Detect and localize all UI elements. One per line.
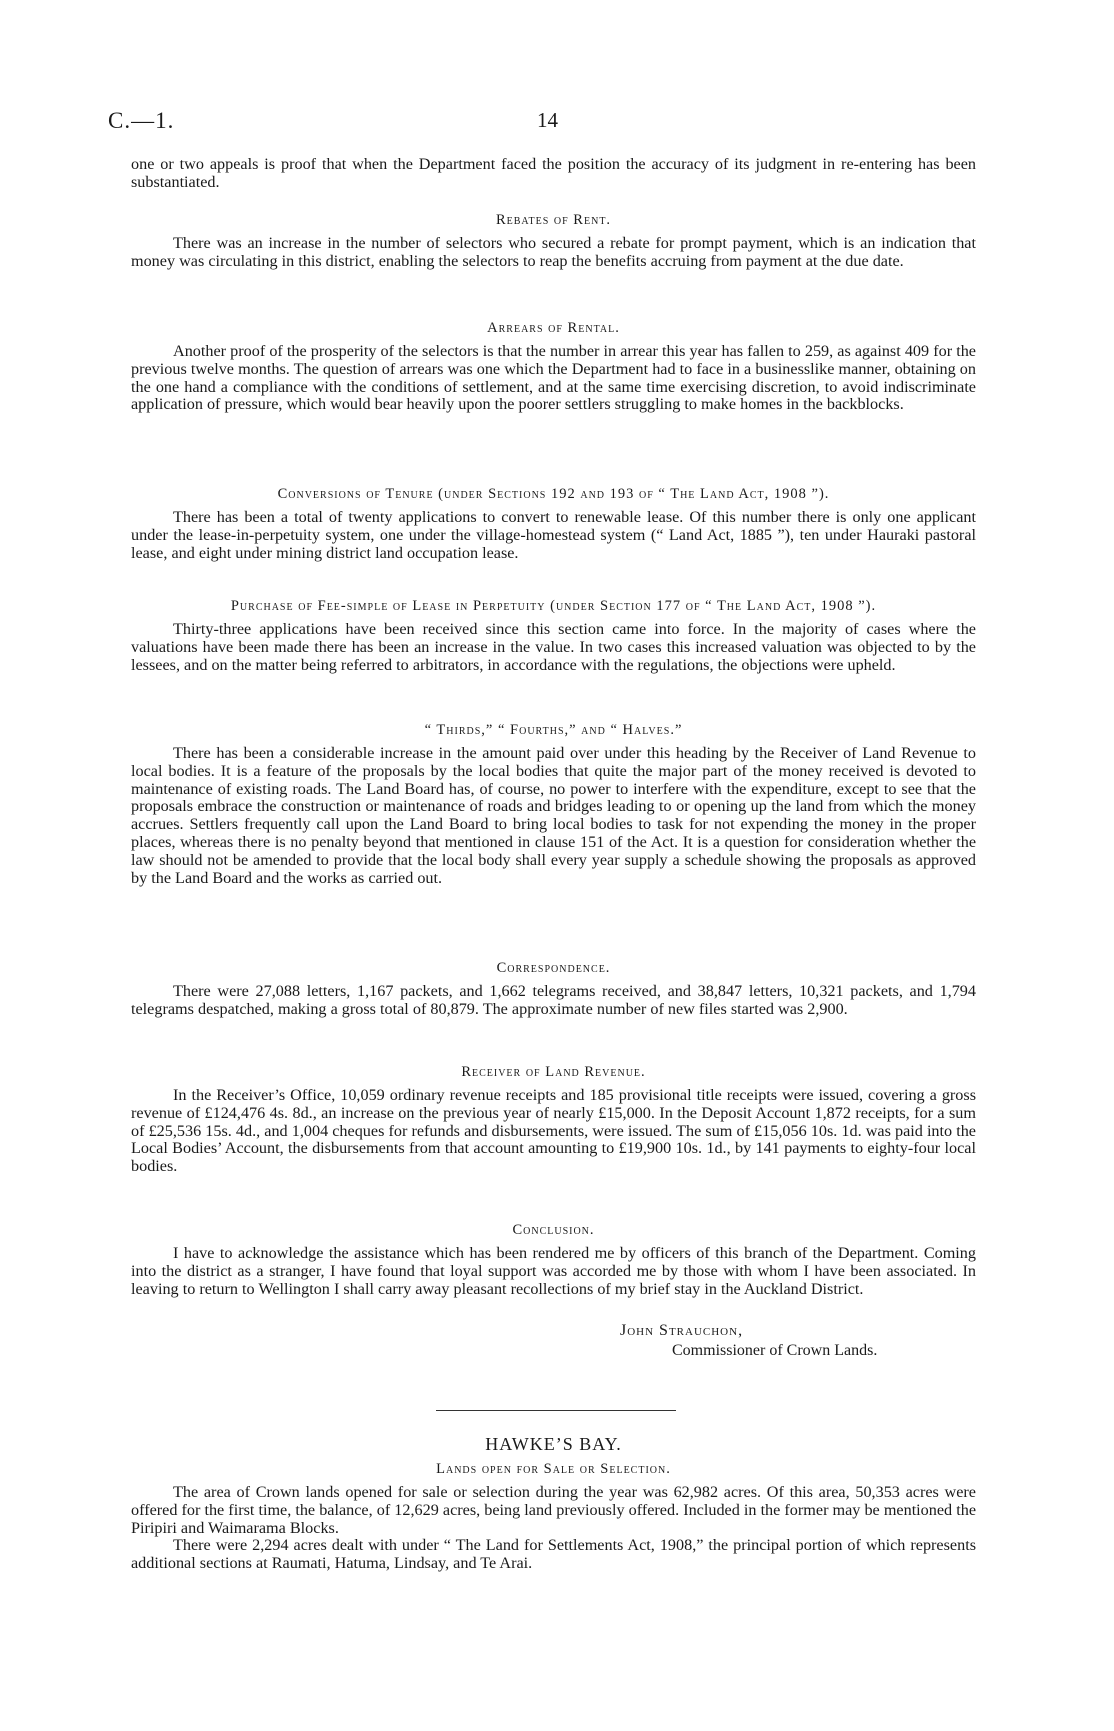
- section-thirds: [131, 722, 976, 887]
- intro-block: [131, 156, 976, 192]
- section-receiver: [131, 1064, 976, 1176]
- district-hawkes-bay: [131, 1434, 976, 1573]
- section-divider: [436, 1410, 676, 1411]
- district-paragraph: There were 2,294 acres dealt with under “ The Land for Settlements Act, 1908,” the principal portion of which represents additional sections at Raumati, Hatuma, Lindsay, and Te Arai.: [131, 1536, 976, 1573]
- section-purchase: [131, 598, 976, 674]
- section-paragraph: In the Receiver’s Office, 10,059 ordinary revenue receipts and 185 provisional title receipts were issued, covering a gross revenue of £124,476 4s. 8d., an increase on the previous year of nearly £15,000. In the Deposit Account 1,872 receipts, for a sum of £25,536 15s. 4d., and 1,004 cheques for refunds and disbursements, were issued. The sum of £15,056 10s. 1d. was paid into the Local Bodies’ Account, the disbursements from that account amounting to £19,900 10s. 1d., by 141 payments to eighty-four local bodies.: [131, 1086, 976, 1176]
- section-conversions: [131, 486, 976, 562]
- section-paragraph: There has been a total of twenty applications to convert to renewable lease. Of this number there is only one applicant under the lease-in-perpetuity system, one under the village-homestead system (“ Land Act, 1885 ”), ten under Hauraki pastoral lease, and eight under mining district land occupation lease.: [131, 508, 976, 562]
- section-paragraph: There was an increase in the number of selectors who secured a rebate for prompt payment, which is an indication that money was circulating in this district, enabling the selectors to reap the benefits accruing from payment at the due date.: [131, 234, 976, 270]
- section-paragraph: There has been a considerable increase in the amount paid over under this heading by the Receiver of Land Revenue to local bodies. It is a feature of the proposals by the local bodies that quite the major part of the money received is devoted to maintenance of existing roads. The Land Board has, of course, no power to interfere with the expenditure, except to see that the proposals embrace the construction or maintenance of roads and bridges leading to or opening up the land from which the money accrues. Settlers frequently call upon the Land Board to bring local bodies to task for not expending the money in the proper places, whereas there is no penalty beyond that mentioned in clause 151 of the Act. It is a question for consideration whether the law should not be amended to provide that the local body shall every year supply a schedule showing the proposals as approved by the Land Board and the works as carried out.: [131, 744, 976, 887]
- section-heading: Rebates of Rent.: [495, 212, 612, 228]
- section-paragraph: Another proof of the prosperity of the selectors is that the number in arrear this year has fallen to 259, as against 409 for the previous twelve months. The question of arrears was one which the Department had to face in a businesslike manner, obtaining on the one hand a compliance with the conditions of settlement, and at the same time exercising discretion, to avoid indiscriminate application of pressure, which would bear heavily upon the poorer settlers struggling to make homes in the backblocks.: [131, 342, 976, 414]
- section-heading: Conclusion.: [512, 1222, 595, 1238]
- section-heading: “ Thirds,” “ Fourths,” and “ Halves.”: [424, 722, 683, 738]
- district-title: HAWKE’S BAY.: [485, 1434, 622, 1454]
- section-paragraph: Thirty-three applications have been received since this section came into force. In the majority of cases where the valuations have been made there has been an increase in the value. In two cases this increased valuation was objected to by the lessees, and on the matter being referred to arbitrators, in accordance with the regulations, the objections were upheld.: [131, 620, 976, 674]
- section-arrears: [131, 320, 976, 414]
- district-subheading: Lands open for Sale or Selection.: [436, 1461, 671, 1477]
- district-paragraph: The area of Crown lands opened for sale or selection during the year was 62,982 acres. Of this area, 50,353 acres were offered for the first time, the balance, of 12,629 acres, being land previously offered. Included in the former may be mentioned the Piripiri and Waimarama Blocks.: [131, 1483, 976, 1537]
- page-number: 14: [537, 108, 558, 132]
- signature-name: John Strauchon,: [620, 1322, 744, 1339]
- section-paragraph: There were 27,088 letters, 1,167 packets, and 1,662 telegrams received, and 38,847 letters, 10,321 packets, and 1,794 telegrams despatched, making a gross total of 80,879. The approximate number of new files started was 2,900.: [131, 982, 976, 1018]
- section-heading: Receiver of Land Revenue.: [461, 1064, 646, 1080]
- section-heading: Arrears of Rental.: [487, 320, 620, 336]
- section-rebates: [131, 212, 976, 271]
- section-heading: Purchase of Fee-simple of Lease in Perpetuity (under Section 177 of “ The Land Act, 1908 ”).: [230, 598, 877, 614]
- section-conclusion: [131, 1222, 976, 1298]
- section-correspondence: [131, 960, 976, 1019]
- section-paragraph: I have to acknowledge the assistance which has been rendered me by officers of this branch of the Department. Coming into the district as a stranger, I have found that loyal support was accorded me by those with whom I have been associated. In leaving to return to Wellington I shall carry away pleasant recollections of my brief stay in the Auckland District.: [131, 1244, 976, 1298]
- section-heading: Correspondence.: [496, 960, 611, 976]
- series-label: C.—1.: [108, 108, 175, 133]
- intro-paragraph: one or two appeals is proof that when the Department faced the position the accuracy of its judgment in re-entering has been substantiated.: [131, 155, 976, 191]
- signature-title: Commissioner of Crown Lands.: [672, 1342, 878, 1359]
- section-heading: Conversions of Tenure (under Sections 192 and 193 of “ The Land Act, 1908 ”).: [277, 486, 830, 502]
